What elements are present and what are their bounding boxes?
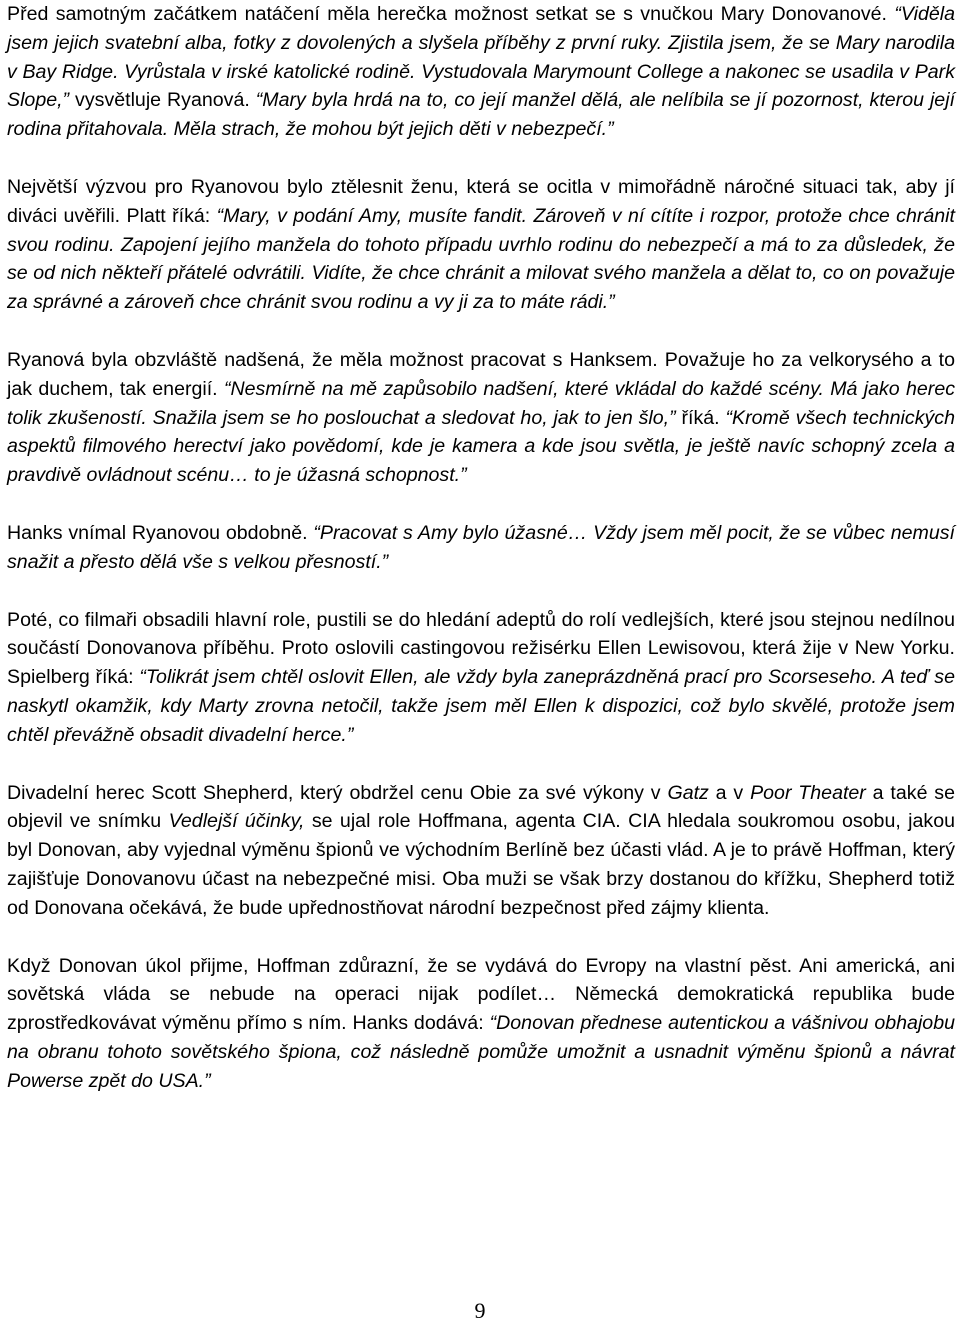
body-text: Poté, co filmaři obsadili hlavní role, pustili se do hledání adeptů do rolí vedlejších, které jsou stejnou nedílnou součástí Donovanova příběhu. Proto oslovili castingovou režisérku Ellen Lewisovou, která žije v New Yorku. Spielberg říká:: [7, 608, 955, 689]
quote-text: “Kromě všech technických aspektů filmového herectví jako povědomí, kde je kamera a kde jsou světla, je ještě navíc schopný zcela a pravdivě ovládnout scénu… to je úžasná schopnost.”: [7, 406, 955, 487]
body-text: a také se objevil ve snímku: [7, 781, 955, 833]
body-text: říká.: [681, 406, 726, 429]
quote-text: “Viděla jsem jejich svatební alba, fotky z dovolených a slyšela příběhy z první ruky. Zjistila jsem, že se Mary narodila v Bay Ridge. Vyrůstala v irské katolické rodině. Vystudovala Marymount College a nakonec se usadila v Park Slope,”: [7, 3, 955, 112]
quote-text: “Pracovat s Amy bylo úžasné… Vždy jsem měl pocit, že se vůbec nemusí snažit a přesto dělá vše s velkou přesností.”: [7, 521, 955, 573]
paragraph: [7, 779, 955, 923]
body-text: Největší výzvou pro Ryanovou bylo ztělesnit ženu, která se ocitla v mimořádně náročné situaci tak, aby jí diváci uvěřili. Platt říká:: [7, 175, 955, 227]
paragraph: [7, 606, 955, 750]
quote-text: “Donovan přednese autentickou a vášnivou obhajobu na obranu tohoto sovětského špiona, což následně pomůže umožnit a usnadnit výměnu špionů a návrat Powerse zpět do USA.”: [7, 1012, 955, 1092]
document-body: [7, 0, 955, 1125]
paragraph: [7, 0, 955, 144]
body-text: se ujal role Hoffmana, agenta CIA. CIA hledala soukromou osobu, jakou byl Donovan, aby vyjednal výměnu špionů ve východním Berlíně bez účasti vlád. A je to právě Hoffman, který zajišťuje Donovanovu účast na nebezpečné misi. Oba muži se však brzy dostanou do křížku, Shepherd totiž od Donovana očekává, že bude upřednostňovat národní bezpečnost před zájmy klienta.: [7, 810, 956, 919]
paragraph: [7, 173, 955, 317]
body-text: Před samotným začátkem natáčení měla herečka možnost setkat se s vnučkou Mary Donovanové.: [7, 3, 895, 25]
body-text: Divadelní herec Scott Shepherd, který obdržel cenu Obie za své výkony v: [7, 781, 668, 804]
quote-text: Gatz: [667, 781, 709, 804]
quote-text: “Nesmírně na mě zapůsobilo nadšení, které vkládal do každé scény. Má jako herec tolik zkušeností. Snažila jsem se ho poslouchat a sledovat ho, jak to jen šlo,”: [7, 377, 956, 429]
body-text: a v: [708, 781, 751, 804]
body-text: Ryanová byla obzvláště nadšená, že měla možnost pracovat s Hanksem. Považuje ho za velkorysého a to jak duchem, tak energií.: [7, 348, 955, 400]
paragraph: [7, 346, 955, 490]
quote-text: “Tolikrát jsem chtěl oslovit Ellen, ale vždy byla zaneprázdněná prací pro Scorseseho. A teď se naskytl okamžik, kdy Marty zrovna netočil, takže jsem měl Ellen k dispozici, což bylo skvělé, protože jsem chtěl převážně obsadit divadelní herce.”: [7, 666, 956, 746]
body-text: Když Donovan úkol přijme, Hoffman zdůrazní, že se vydává do Evropy na vlastní pěst. Ani americká, ani sovětská vláda se nebude na operaci nijak podílet… Německá demokratická republika bude zprostředkovávat výměnu přímo s ním. Hanks dodává:: [7, 954, 955, 1035]
body-text: Hanks vnímal Ryanovou obdobně.: [7, 521, 314, 544]
paragraph: [7, 519, 955, 577]
quote-text: Poor Theater: [750, 781, 866, 804]
quote-text: “Mary, v podání Amy, musíte fandit. Zároveň v ní cítíte i rozpor, protože chce chránit svou rodinu. Zapojení jejího manžela do tohoto případu uvrhlo rodinu do nebezpečí a má to za důsledek, že se od nich někteří přátelé odvrátili. Vidíte, že chce chránit a milovat svého manžela a dělat to, co on považuje za správné a zároveň chce chránit svou rodinu a vy ji za to máte rádi.”: [7, 204, 955, 314]
body-text: vysvětluje Ryanová.: [75, 89, 256, 112]
quote-text: “Mary byla hrdá na to, co její manžel dělá, ale nelíbila se jí pozornost, kterou její rodina přitahovala. Měla strach, že mohou být jejich děti v nebezpečí.”: [7, 89, 955, 141]
paragraph: [7, 952, 955, 1096]
page-number: 9: [474, 1298, 486, 1323]
quote-text: Vedlejší účinky,: [168, 810, 305, 833]
